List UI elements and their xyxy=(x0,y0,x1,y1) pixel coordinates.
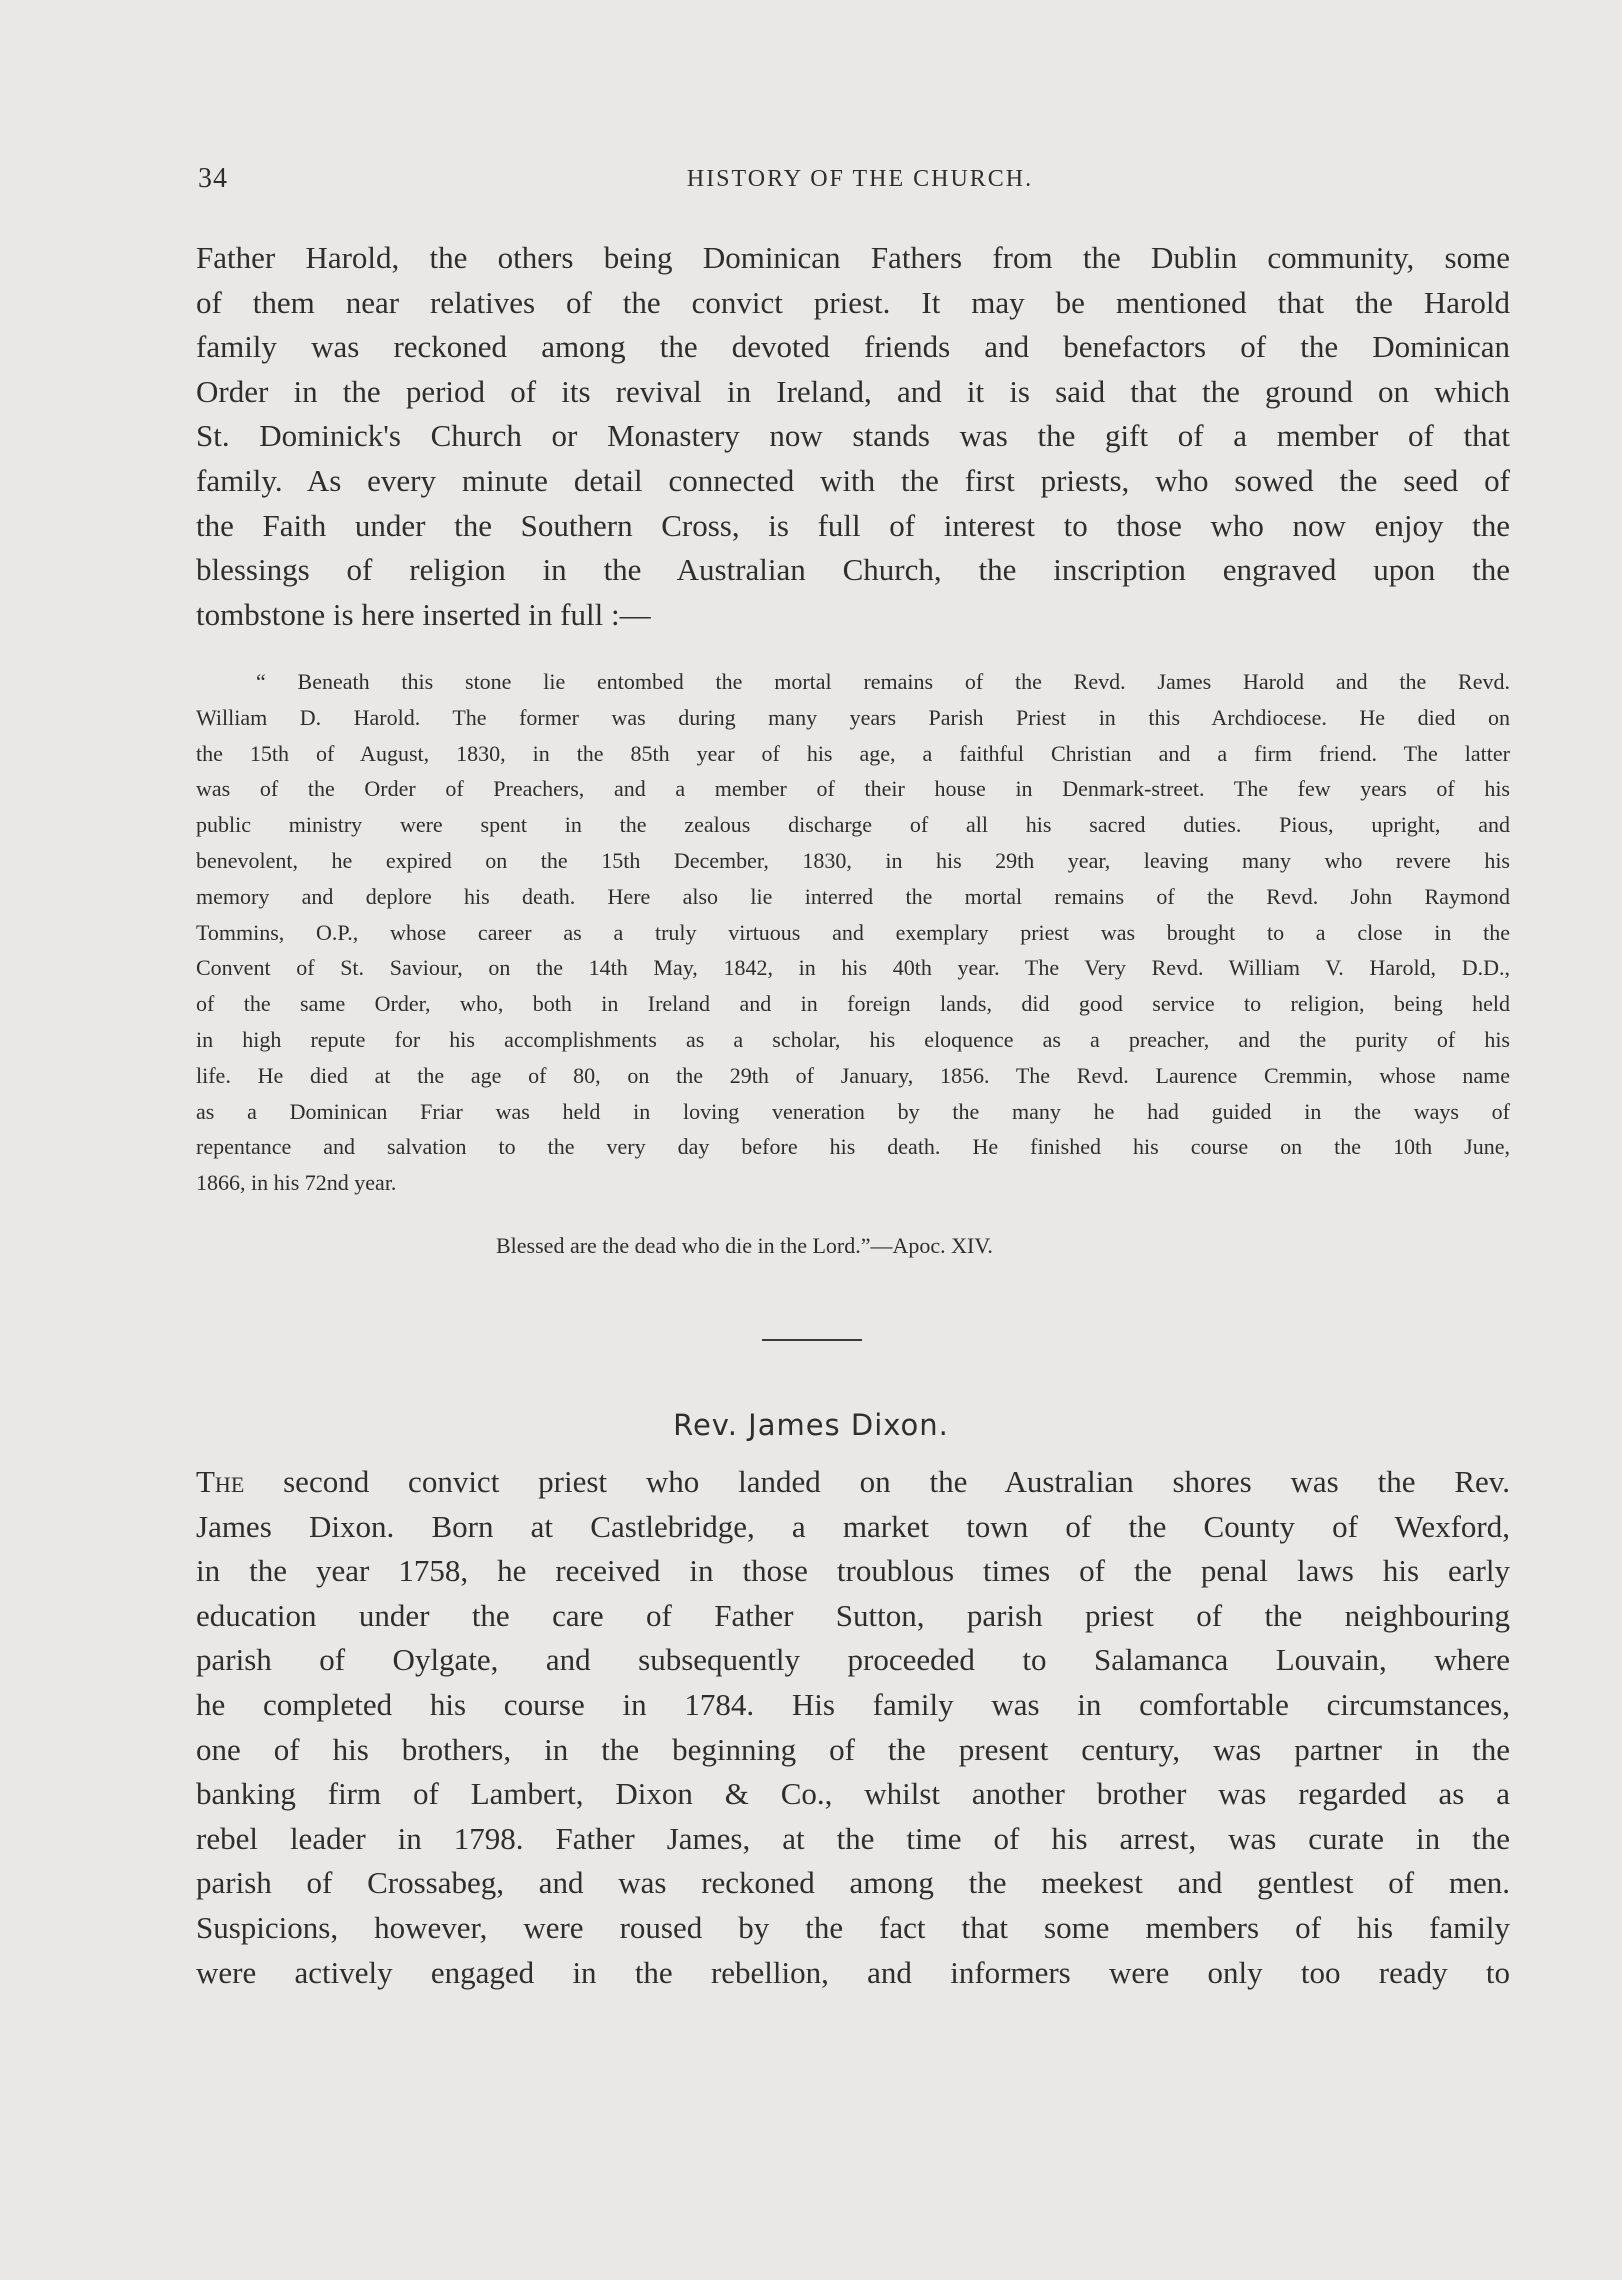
text-line: rebel leader in 1798. Father James, at the time of his arrest, was curate in the xyxy=(196,1820,1510,1856)
text-line: James Dixon. Born at Castlebridge, a market town of the County of Wexford, xyxy=(196,1508,1510,1544)
inscription-line: “ Beneath this stone lie entombed the mortal remains of the Revd. James Harold and the Revd. xyxy=(256,669,1510,694)
section-divider xyxy=(762,1339,862,1341)
inscription-line: of the same Order, who, both in Ireland and in foreign lands, did good service to religion, being held xyxy=(196,991,1510,1017)
text-line: St. Dominick's Church or Monastery now stands was the gift of a member of that xyxy=(196,418,1510,454)
text-line: blessings of religion in the Australian Church, the inscription engraved upon the xyxy=(196,552,1510,588)
inscription-line: William D. Harold. The former was during many years Parish Priest in this Archdiocese. He died on xyxy=(196,704,1510,730)
text-line: family was reckoned among the devoted friends and benefactors of the Dominican xyxy=(196,329,1510,365)
intro-paragraph xyxy=(196,236,1510,637)
drop-word: The xyxy=(196,1464,245,1499)
tombstone-inscription xyxy=(196,664,1510,1201)
inscription-line: benevolent, he expired on the 15th December, 1830, in his 29th year, leaving many who revere his xyxy=(196,847,1510,873)
text-line: education under the care of Father Sutton, parish priest of the neighbouring xyxy=(196,1597,1510,1633)
text-line: tombstone is here inserted in full :— xyxy=(196,596,651,632)
text-line: the Faith under the Southern Cross, is full of interest to those who now enjoy the xyxy=(196,507,1510,543)
running-title: HISTORY OF THE CHURCH. xyxy=(686,166,1034,192)
inscription-line: 1866, in his 72nd year. xyxy=(196,1170,397,1196)
first-line-rest: second convict priest who landed on the Australian shores was the Rev. xyxy=(244,1464,1510,1499)
dixon-paragraph xyxy=(196,1460,1510,1995)
inscription-line: as a Dominican Friar was held in loving veneration by the many he had guided in the ways of xyxy=(196,1098,1510,1124)
text-line: were actively engaged in the rebellion, and informers were only too ready to xyxy=(196,1954,1510,1990)
page-number: 34 xyxy=(198,163,228,194)
inscription-line: life. He died at the age of 80, on the 29th of January, 1856. The Revd. Laurence Cremmin, whose name xyxy=(196,1062,1510,1088)
text-line: banking firm of Lambert, Dixon & Co., whilst another brother was regarded as a xyxy=(196,1776,1510,1812)
text-line: Order in the period of its revival in Ireland, and it is said that the ground on which xyxy=(196,373,1510,409)
text-line: parish of Crossabeg, and was reckoned among the meekest and gentlest of men. xyxy=(196,1865,1510,1901)
inscription-line: public ministry were spent in the zealous discharge of all his sacred duties. Pious, upright, and xyxy=(196,812,1510,838)
text-line: he completed his course in 1784. His family was in comfortable circumstances, xyxy=(196,1686,1510,1722)
inscription-line: the 15th of August, 1830, in the 85th year of his age, a faithful Christian and a firm friend. The latter xyxy=(196,740,1510,766)
text-line: family. As every minute detail connected with the first priests, who sowed the seed of xyxy=(196,462,1510,498)
text-line: parish of Oylgate, and subsequently proceeded to Salamanca Louvain, where xyxy=(196,1642,1510,1678)
section-title: Rev. James Dixon. xyxy=(673,1408,949,1442)
text-line: of them near relatives of the convict priest. It may be mentioned that the Harold xyxy=(196,284,1510,320)
text-line: Father Harold, the others being Dominican Fathers from the Dublin community, some xyxy=(196,240,1510,275)
text-line xyxy=(196,1460,1510,1505)
inscription-line: Tommins, O.P., whose career as a truly virtuous and exemplary priest was brought to a close in the xyxy=(196,919,1510,945)
text-line: Suspicions, however, were roused by the fact that some members of his family xyxy=(196,1909,1510,1945)
inscription-closing: Blessed are the dead who die in the Lord.”—Apoc. XIV. xyxy=(496,1233,993,1258)
inscription-line: in high repute for his accomplishments as a scholar, his eloquence as a preacher, and the purity of his xyxy=(196,1026,1510,1052)
text-line: in the year 1758, he received in those troublous times of the penal laws his early xyxy=(196,1553,1510,1589)
inscription-line: Convent of St. Saviour, on the 14th May, 1842, in his 40th year. The Very Revd. William V. Harold, D.D., xyxy=(196,955,1510,981)
text-line: one of his brothers, in the beginning of the present century, was partner in the xyxy=(196,1731,1510,1767)
inscription-line: repentance and salvation to the very day before his death. He finished his course on the 10th June, xyxy=(196,1134,1510,1160)
inscription-line: memory and deplore his death. Here also lie interred the mortal remains of the Revd. John Raymond xyxy=(196,883,1510,909)
inscription-line: was of the Order of Preachers, and a member of their house in Denmark-street. The few years of his xyxy=(196,776,1510,802)
